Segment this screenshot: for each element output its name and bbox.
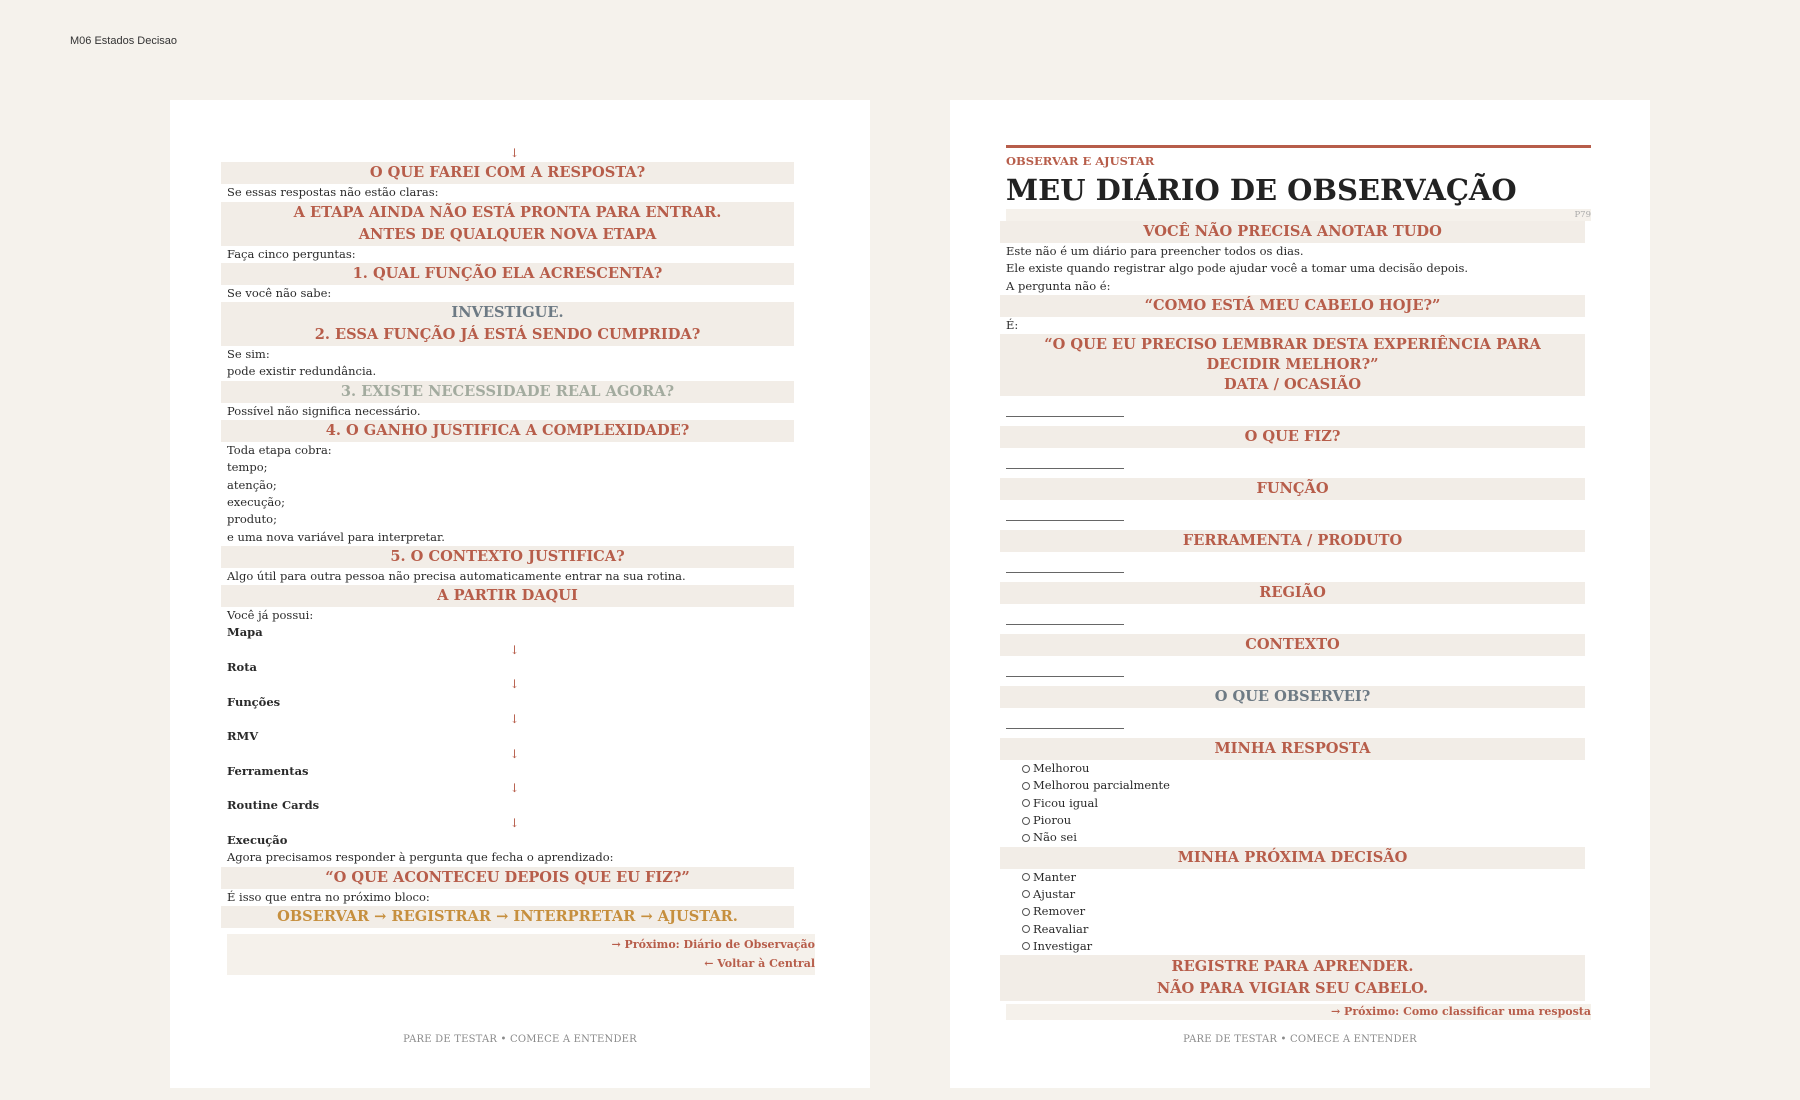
page-left [170, 100, 870, 1088]
decisao-option[interactable] [1000, 869, 1585, 886]
question-3-text: Possível não significa necessário. [227, 403, 421, 418]
field-blank[interactable] [1000, 552, 1585, 582]
field-blank[interactable] [1000, 448, 1585, 478]
field-blank[interactable] [1000, 656, 1585, 686]
option-label: Melhorou [1033, 761, 1090, 776]
question-4-text: e uma nova variável para interpretar. [227, 529, 445, 544]
section-kicker: OBSERVAR E AJUSTAR [1006, 154, 1155, 168]
next-link[interactable]: → Próximo: Como classificar uma resposta [1006, 1004, 1591, 1020]
document-title: M06 Estados Decisao [70, 35, 177, 47]
question-5: 5. O CONTEXTO JUSTIFICA? [221, 546, 794, 568]
option-label: Piorou [1033, 813, 1072, 828]
blank-line [1006, 728, 1124, 729]
radio-icon[interactable] [1022, 942, 1030, 950]
field-o-que-fiz: O QUE FIZ? [1000, 426, 1585, 448]
decisao-option[interactable] [1000, 938, 1585, 955]
down-arrow-icon: ↓ [509, 146, 520, 160]
blank-line [1006, 416, 1124, 417]
page-footer: PARE DE TESTAR • COMECE A ENTENDER [1183, 1034, 1417, 1045]
next-block-intro: É isso que entra no próximo bloco: [227, 889, 430, 904]
band-cycle: OBSERVAR → REGISTRAR → INTERPRETAR → AJUSTAR. [221, 906, 794, 928]
investigue-label: INVESTIGUE. [451, 304, 564, 322]
sequence-item: Execução [227, 833, 288, 848]
radio-icon[interactable] [1022, 799, 1030, 807]
radio-icon[interactable] [1022, 925, 1030, 933]
page-number: P79 [1006, 209, 1591, 221]
question-4-text: Toda etapa cobra: [227, 443, 332, 458]
intro-respostas: Se essas respostas não estão claras: [227, 185, 439, 200]
band-partir: A PARTIR DAQUI [221, 585, 794, 607]
sequence-item: RMV [227, 729, 259, 744]
question-2-text: Se sim: [227, 347, 270, 362]
radio-icon[interactable] [1022, 817, 1030, 825]
field-funcao: FUNÇÃO [1000, 478, 1585, 500]
anotar-text: A pergunta não é: [1006, 278, 1111, 293]
band-anotar: VOCÊ NÃO PRECISA ANOTAR TUDO [1000, 221, 1585, 243]
resposta-option[interactable] [1000, 829, 1585, 846]
decisao-option[interactable] [1000, 903, 1585, 920]
blank-line [1006, 676, 1124, 677]
question-4: 4. O GANHO JUSTIFICA A COMPLEXIDADE? [221, 420, 794, 442]
down-arrow-icon: ↓ [509, 711, 520, 726]
lembrar-text: “O QUE EU PRECISO LEMBRAR DESTA EXPERIÊNCIA PARA DECIDIR MELHOR?” [1044, 336, 1541, 373]
field-ferramenta: FERRAMENTA / PRODUTO [1000, 530, 1585, 552]
registre-line: NÃO PARA VIGIAR SEU CABELO. [1156, 980, 1429, 998]
down-arrow-icon: ↓ [509, 642, 520, 657]
field-observei: O QUE OBSERVEI? [1000, 686, 1585, 708]
e-label: É: [1006, 317, 1019, 332]
resposta-option[interactable] [1000, 777, 1585, 794]
page-right [950, 100, 1650, 1088]
page-footer: PARE DE TESTAR • COMECE A ENTENDER [403, 1034, 637, 1045]
partir-intro: Você já possui: [227, 608, 314, 623]
page-title: MEU DIÁRIO DE OBSERVAÇÃO [1006, 173, 1517, 207]
sequence-item: Routine Cards [227, 798, 320, 813]
band-etapa-line: ANTES DE QUALQUER NOVA ETAPA [358, 225, 657, 243]
option-label: Investigar [1033, 938, 1093, 953]
field-contexto: CONTEXTO [1000, 634, 1585, 656]
next-link[interactable]: → Próximo: Diário de Observação [611, 937, 815, 951]
radio-icon[interactable] [1022, 873, 1030, 881]
band-registre [1000, 955, 1585, 1001]
sequence-item: Funções [227, 694, 281, 709]
option-label: Não sei [1033, 830, 1077, 845]
band-etapa-line: A ETAPA AINDA NÃO ESTÁ PRONTA PARA ENTRAR. [293, 203, 722, 221]
blank-line [1006, 572, 1124, 573]
band-investigue [221, 302, 794, 346]
radio-icon[interactable] [1022, 834, 1030, 842]
field-regiao: REGIÃO [1000, 582, 1585, 604]
question-2: 2. ESSA FUNÇÃO JÁ ESTÁ SENDO CUMPRIDA? [314, 326, 701, 344]
field-blank[interactable] [1000, 500, 1585, 530]
resposta-option[interactable] [1000, 795, 1585, 812]
closing-intro: Agora precisamos responder à pergunta que fecha o aprendizado: [227, 850, 614, 865]
band-decisao: MINHA PRÓXIMA DECISÃO [1000, 847, 1585, 869]
band-cabelo: “COMO ESTÁ MEU CABELO HOJE?” [1000, 295, 1585, 317]
radio-icon[interactable] [1022, 765, 1030, 773]
radio-icon[interactable] [1022, 908, 1030, 916]
question-4-text: execução; [227, 494, 286, 509]
down-arrow-icon: ↓ [509, 677, 520, 692]
anotar-text: Ele existe quando registrar algo pode ajudar você a tomar uma decisão depois. [1006, 261, 1469, 276]
field-data-ocasiao: DATA / OCASIÃO [1223, 376, 1362, 394]
decisao-option[interactable] [1000, 921, 1585, 938]
header-rule [1006, 145, 1591, 168]
decisao-option[interactable] [1000, 886, 1585, 903]
option-label: Remover [1033, 904, 1086, 919]
down-arrow-icon: ↓ [509, 746, 520, 761]
question-3: 3. EXISTE NECESSIDADE REAL AGORA? [221, 381, 794, 403]
down-arrow-icon: ↓ [509, 781, 520, 796]
radio-icon[interactable] [1022, 782, 1030, 790]
blank-line [1006, 468, 1124, 469]
back-link[interactable]: ← Voltar à Central [704, 956, 815, 970]
option-label: Manter [1033, 869, 1076, 884]
band-etapa [221, 202, 794, 246]
page-right-content [1000, 145, 1591, 1020]
band-lembrar [1000, 334, 1585, 396]
question-4-text: tempo; [227, 460, 268, 475]
option-label: Ajustar [1033, 886, 1076, 901]
resposta-option[interactable] [1000, 812, 1585, 829]
question-1: 1. QUAL FUNÇÃO ELA ACRESCENTA? [221, 263, 794, 285]
option-label: Ficou igual [1033, 795, 1099, 810]
question-5-text: Algo útil para outra pessoa não precisa automaticamente entrar na sua rotina. [227, 568, 686, 583]
field-blank[interactable] [1000, 604, 1585, 634]
band-resposta: MINHA RESPOSTA [1000, 738, 1585, 760]
field-blank[interactable] [1000, 396, 1585, 426]
nav-box [227, 934, 815, 975]
sequence-item: Mapa [227, 625, 263, 640]
registre-line: REGISTRE PARA APRENDER. [1171, 958, 1414, 976]
question-4-text: atenção; [227, 477, 277, 492]
option-label: Reavaliar [1033, 921, 1089, 936]
page-left-content [221, 145, 815, 975]
question-2-text: pode existir redundância. [227, 364, 377, 379]
band-aconteceu: “O QUE ACONTECEU DEPOIS QUE EU FIZ?” [221, 867, 794, 889]
down-arrow-icon: ↓ [509, 815, 520, 830]
blank-line [1006, 624, 1124, 625]
resposta-option[interactable] [1000, 760, 1585, 777]
intro-perguntas: Faça cinco perguntas: [227, 246, 356, 261]
sequence-item: Ferramentas [227, 763, 309, 778]
heading-resposta: O QUE FAREI COM A RESPOSTA? [221, 162, 794, 184]
blank-line [1006, 520, 1124, 521]
question-4-text: produto; [227, 512, 277, 527]
sequence-item: Rota [227, 660, 257, 675]
field-blank[interactable] [1000, 708, 1585, 738]
option-label: Melhorou parcialmente [1033, 778, 1170, 793]
anotar-text: Este não é um diário para preencher todos os dias. [1006, 244, 1304, 258]
question-1-text: Se você não sabe: [227, 285, 332, 300]
radio-icon[interactable] [1022, 890, 1030, 898]
